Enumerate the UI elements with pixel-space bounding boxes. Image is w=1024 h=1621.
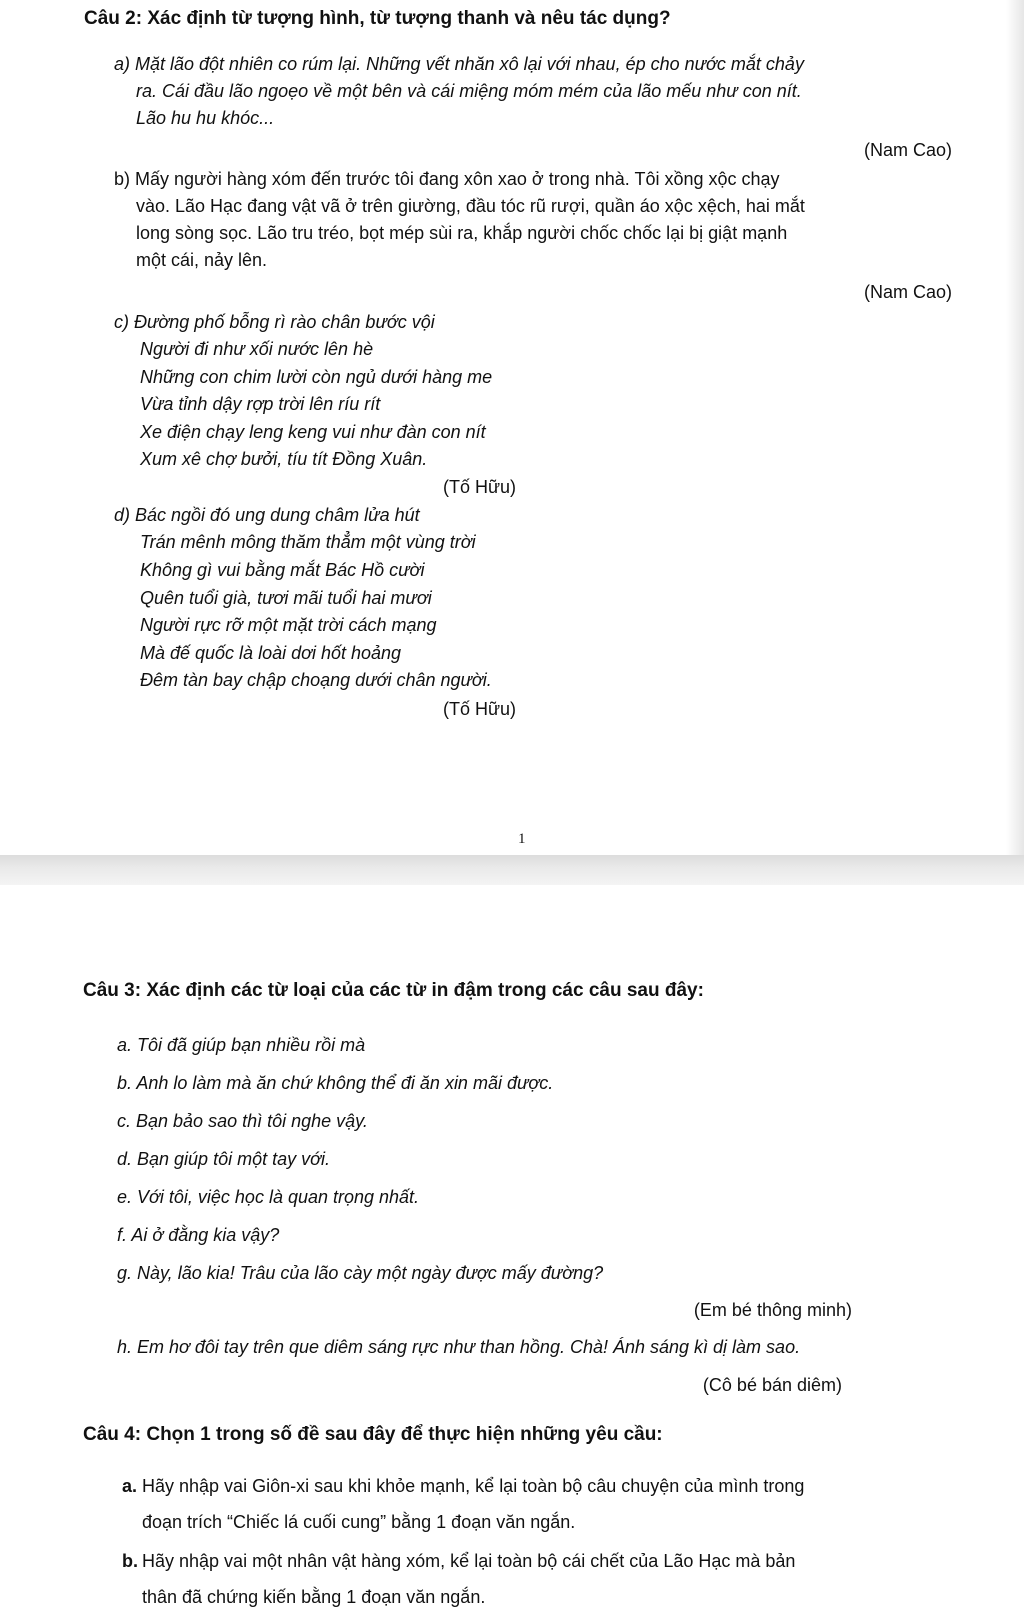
page-edge [1006,0,1024,855]
q4-a-line: đoạn trích “Chiếc lá cuối cung” bằng 1 đoạn văn ngắn. [142,1512,576,1532]
q2-c-line: c) Đường phố bỗng rì rào chân bước vội [114,312,435,332]
q2-d-line: Trán mênh mông thăm thẳm một vùng trời [140,532,476,552]
q2-d-line: Quên tuổi già, tươi mãi tuổi hai mươi [140,588,432,608]
page-separator [0,855,1024,885]
q4-b-line: Hãy nhập vai một nhân vật hàng xóm, kể lại toàn bộ cái chết của Lão Hạc mà bản [142,1551,796,1571]
q2-c-line: Xe điện chạy leng keng vui như đàn con nít [140,422,486,442]
q3-source-h: (Cô bé bán diêm) [702,1375,842,1395]
q2-c-line: Vừa tỉnh dậy rợp trời lên ríu rít [140,394,381,414]
q3-item: a. Tôi đã giúp bạn nhiều rồi mà [117,1035,366,1055]
q4-a-line: Hãy nhập vai Giôn-xi sau khi khỏe mạnh, kể lại toàn bộ câu chuyện của mình trong [142,1476,805,1496]
q3-item: f. Ai ở đằng kia vậy? [117,1225,280,1245]
q2-c-source: (Tố Hữu) [443,477,517,497]
q2-d-line: Mà đế quốc là loài dơi hốt hoảng [140,643,402,663]
q3-item: e. Với tôi, việc học là quan trọng nhất. [117,1187,420,1207]
q3-item: c. Bạn bảo sao thì tôi nghe vậy. [117,1111,368,1131]
q3-item: d. Bạn giúp tôi một tay với. [117,1149,330,1169]
q2-d-line: Không gì vui bằng mắt Bác Hồ cười [140,560,425,580]
q4-b-line: thân đã chứng kiến bằng 1 đoạn văn ngắn. [142,1587,486,1607]
q2-b-line: một cái, nảy lên. [136,250,268,270]
q2-a-line: a) Mặt lão đột nhiên co rúm lại. Những vết nhăn xô lại với nhau, ép cho nước mắt chảy [114,54,804,74]
q2-b-line: long sòng sọc. Lão tru tréo, bọt mép sùi ra, khắp người chốc chốc lại bị giật mạnh [136,223,788,243]
question-3-title: Câu 3: Xác định các từ loại của các từ in đậm trong các câu sau đây: [83,980,704,1001]
q2-c-line: Người đi như xối nước lên hè [140,339,374,359]
q4-b-label: b. [122,1551,138,1571]
q3-item: g. Này, lão kia! Trâu của lão cày một ngày được mấy đường? [117,1263,604,1283]
q3-item-h: h. Em hơ đôi tay trên que diêm sáng rực như than hồng. Chà! Ánh sáng kì dị làm sao. [117,1337,801,1357]
q2-a-source: (Nam Cao) [863,140,952,160]
question-4-title: Câu 4: Chọn 1 trong số đề sau đây để thực hiện những yêu cầu: [83,1424,663,1445]
q2-a-line: Lão hu hu khóc... [136,108,275,128]
q3-source-g: (Em bé thông minh) [693,1300,852,1320]
q2-b-line: b) Mấy người hàng xóm đến trước tôi đang xôn xao ở trong nhà. Tôi xồng xộc chạy [114,169,780,189]
q2-b-source: (Nam Cao) [863,282,952,302]
page-number: 1 [518,831,526,847]
q2-d-line: d) Bác ngồi đó ung dung châm lửa hút [114,505,420,525]
q2-c-line: Xum xê chợ bưởi, tíu tít Đồng Xuân. [140,449,428,469]
q2-d-source: (Tố Hữu) [443,699,517,719]
question-2-title: Câu 2: Xác định từ tượng hình, từ tượng thanh và nêu tác dụng? [84,8,671,29]
q2-b-line: vào. Lão Hạc đang vật vã ở trên giường, đầu tóc rũ rượi, quần áo xộc xệch, hai mắt [136,196,805,216]
q2-a-line: ra. Cái đầu lão ngoẹo về một bên và cái miệng móm mém của lão mếu như con nít. [136,81,802,101]
q2-c-line: Những con chim lười còn ngủ dưới hàng me [140,367,493,387]
q3-item: b. Anh lo làm mà ăn chứ không thể đi ăn xin mãi được. [117,1073,554,1093]
q4-a-label: a. [122,1476,138,1496]
q2-d-line: Đêm tàn bay chập choạng dưới chân người. [140,670,492,690]
q2-d-line: Người rực rỡ một mặt trời cách mạng [140,615,437,635]
